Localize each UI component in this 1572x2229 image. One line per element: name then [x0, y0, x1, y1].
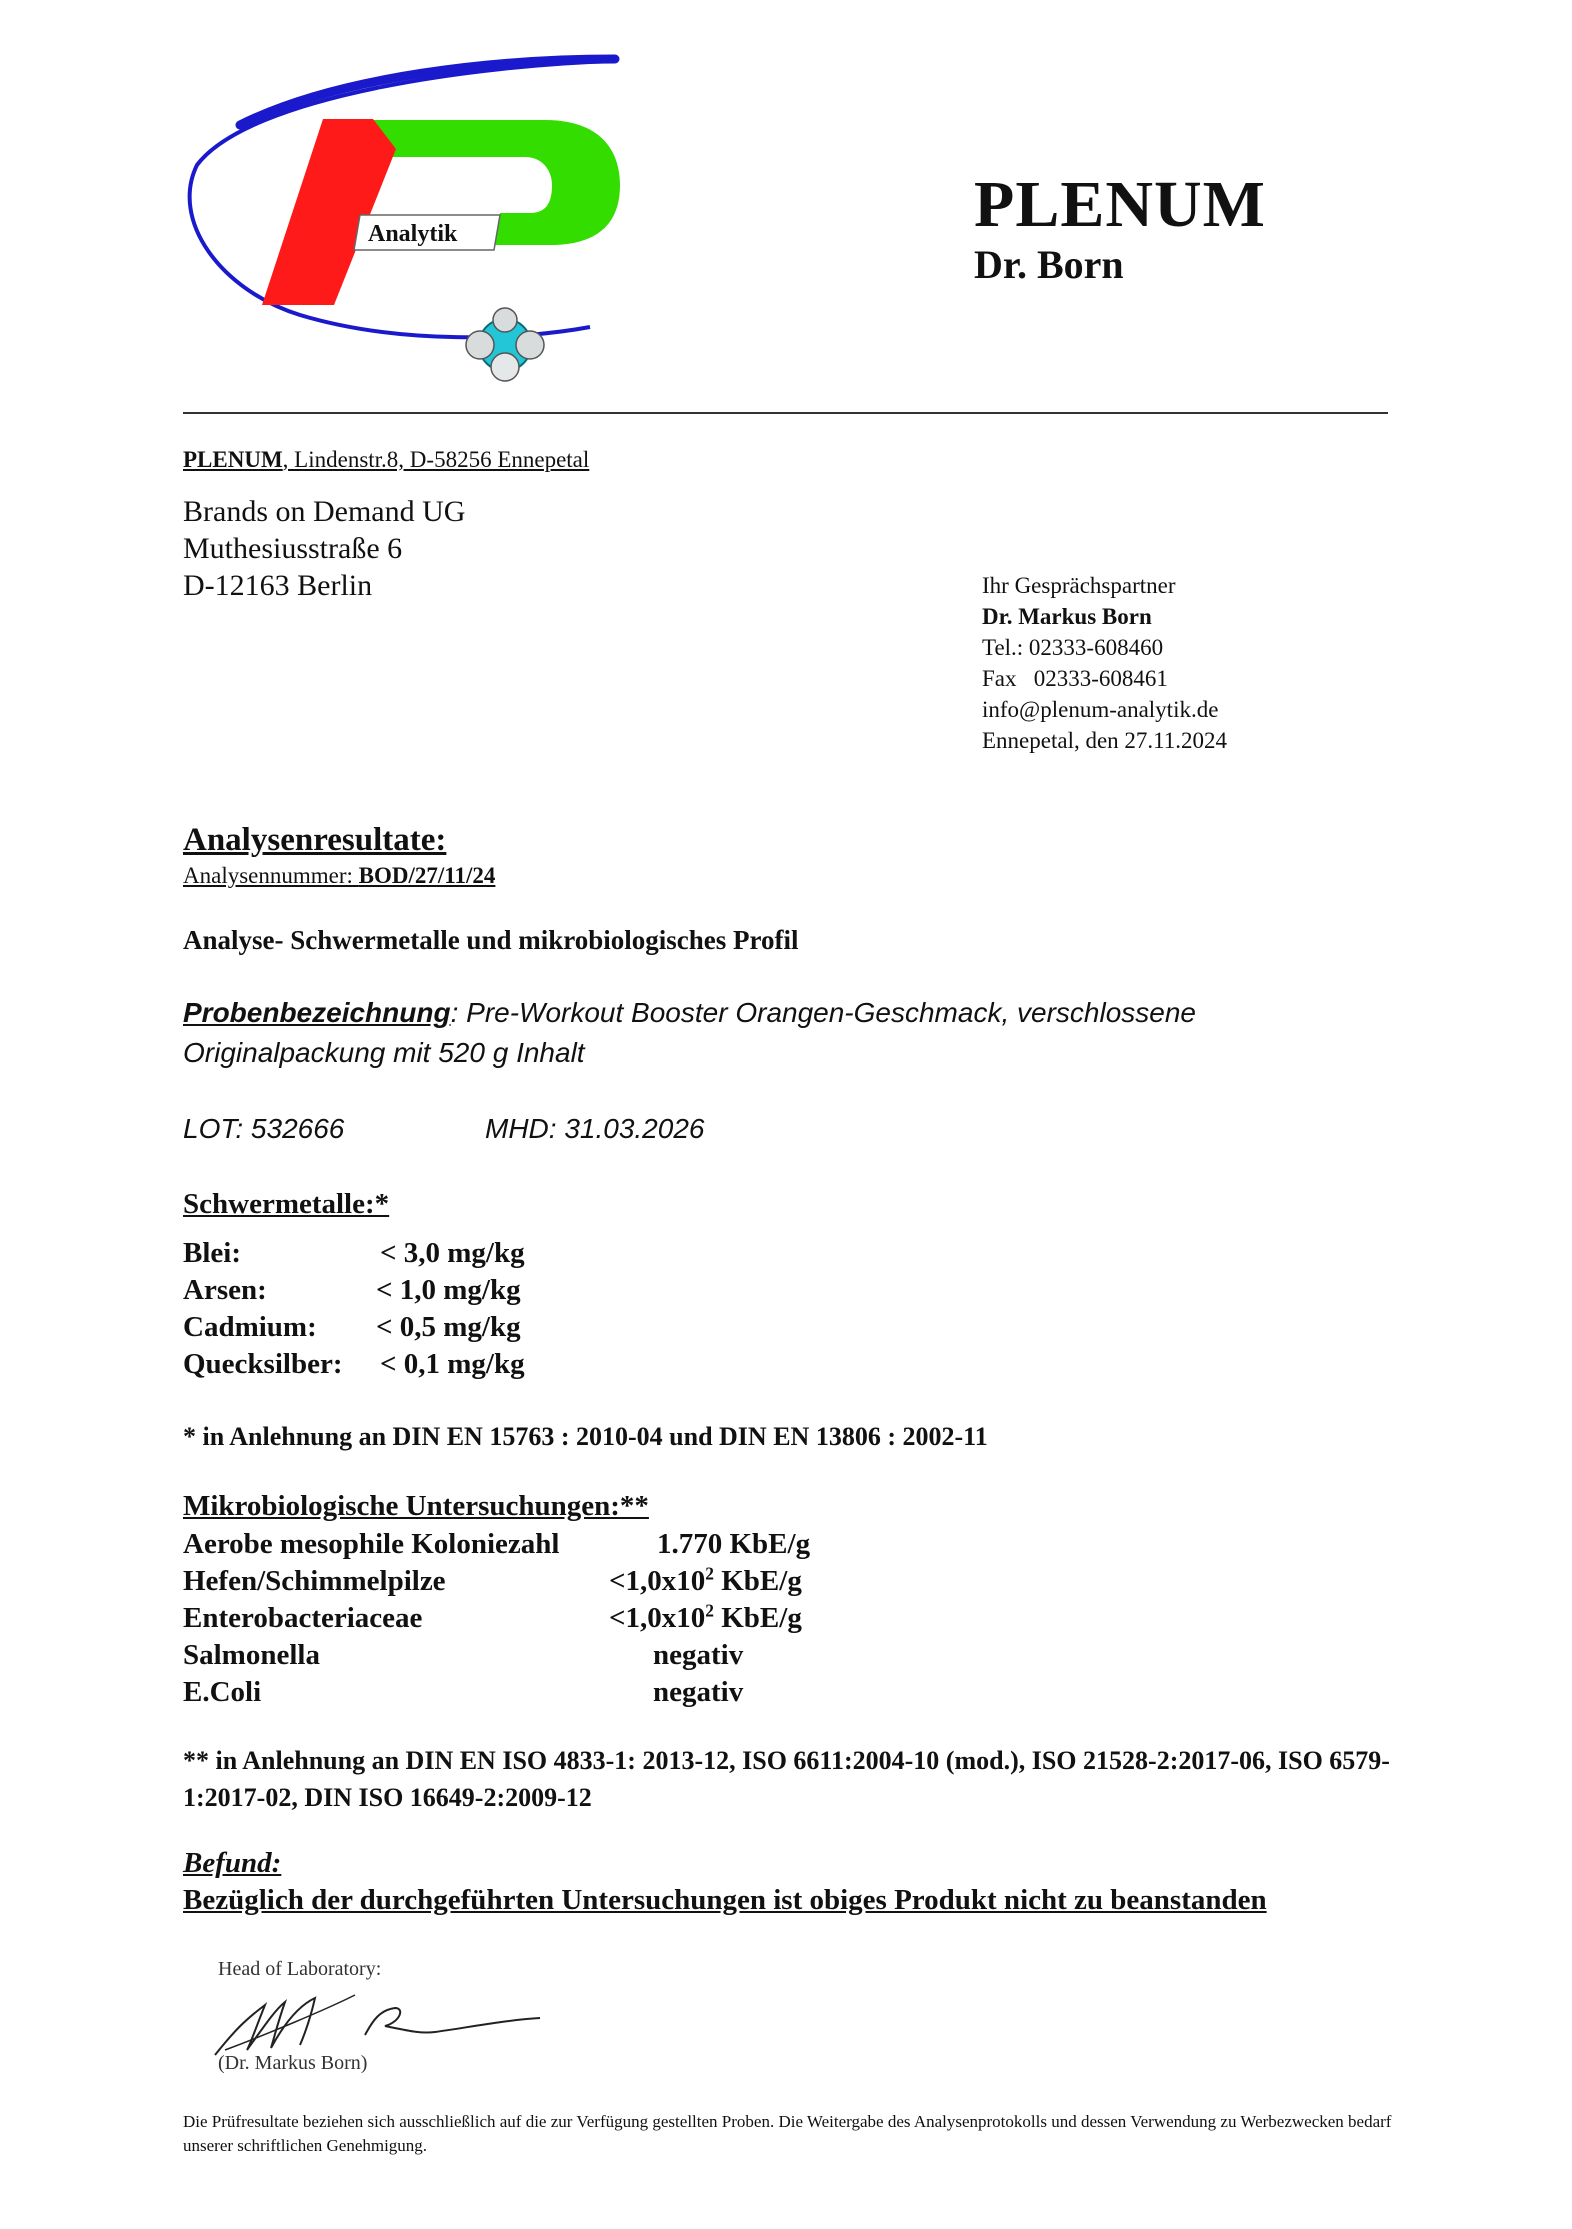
contact-tel: Tel.: 02333-608460	[982, 635, 1164, 660]
heavy-metal-value: < 0,5 mg/kg	[376, 1311, 521, 1343]
contact-fax: Fax 02333-608461	[982, 666, 1168, 691]
analysis-title: Analyse- Schwermetalle und mikrobiologisches Profil	[183, 925, 799, 955]
header-divider	[183, 412, 1388, 414]
microbiology-value: 1.770 KbE/g	[657, 1528, 811, 1560]
legal-disclaimer: Die Prüfresultate beziehen sich ausschließlich auf die zur Verfügung gestellten Proben. Die Weitergabe des Analysenprotokolls und dessen Verwendung zu Werbezwecken bedarf unserer schriftlichen Genehmigung.	[183, 2112, 1392, 2155]
contact-name: Dr. Markus Born	[982, 604, 1152, 629]
sender-name: PLENUM	[183, 447, 283, 472]
analysis-number-label: Analysennummer:	[183, 863, 359, 888]
contact-date: Ennepetal, den 27.11.2024	[982, 728, 1228, 753]
recipient-line-3: D-12163 Berlin	[183, 569, 373, 602]
microbiology-name: E.Coli	[183, 1676, 262, 1708]
recipient-address	[183, 493, 465, 604]
microbiology-name: Aerobe mesophile Koloniezahl	[183, 1528, 560, 1560]
sample-label: Probenbezeichnung	[183, 997, 451, 1028]
heavy-metals-note: * in Anlehnung an DIN EN 15763 : 2010-04 und DIN EN 13806 : 2002-11	[183, 1422, 988, 1451]
company-name: PLENUM	[974, 168, 1266, 241]
sender-address-line	[183, 447, 589, 473]
finding-label: Befund:	[183, 1847, 282, 1879]
recipient-line-1: Brands on Demand UG	[183, 495, 466, 528]
microbiology-value-base: <1,0x10	[609, 1565, 706, 1597]
signature-title: Head of Laboratory:	[218, 1958, 382, 1980]
logo-text: Analytik	[368, 221, 458, 247]
microbiology-value-unit: KbE/g	[713, 1565, 802, 1597]
microbiology-value-exponent: 2	[705, 1563, 714, 1584]
finding-text: Bezüglich der durchgeführten Untersuchungen ist obiges Produkt nicht zu beanstanden	[183, 1884, 1267, 1916]
heavy-metal-value: < 0,1 mg/kg	[380, 1348, 525, 1380]
analysis-number-line	[183, 863, 495, 889]
microbiology-value-exponent: 2	[705, 1600, 714, 1621]
contact-label: Ihr Gesprächspartner	[982, 573, 1176, 598]
sender-address: , Lindenstr.8, D-58256 Ennepetal	[282, 447, 590, 472]
results-heading: Analysenresultate:	[183, 822, 447, 858]
microbiology-name: Salmonella	[183, 1639, 320, 1671]
heavy-metal-value: < 1,0 mg/kg	[376, 1274, 521, 1306]
microbiology-note: ** in Anlehnung an DIN EN ISO 4833-1: 2013-12, ISO 6611:2004-10 (mod.), ISO 21528-2:2017-06, ISO 6579-1:2017-02, DIN ISO 16649-2:2009-12	[183, 1746, 1390, 1812]
contact-block	[982, 570, 1227, 756]
heavy-metal-name: Arsen:	[183, 1274, 267, 1306]
microbiology-value	[609, 1563, 802, 1600]
heavy-metal-name: Quecksilber:	[183, 1348, 343, 1380]
signature-name: (Dr. Markus Born)	[218, 2052, 368, 2074]
heavy-metals-heading: Schwermetalle:*	[183, 1188, 390, 1220]
best-before-date: MHD: 31.03.2026	[485, 1113, 705, 1144]
contact-email: info@plenum-analytik.de	[982, 697, 1219, 722]
logo-red-bar	[262, 119, 396, 305]
heavy-metal-value: < 3,0 mg/kg	[380, 1237, 525, 1269]
lot-number: LOT: 532666	[183, 1113, 345, 1144]
microbiology-value-unit: KbE/g	[713, 1602, 802, 1634]
microbiology-value-base: <1,0x10	[609, 1602, 706, 1634]
analysis-number: BOD/27/11/24	[358, 863, 496, 888]
microbiology-value: negativ	[653, 1676, 744, 1708]
company-subtitle: Dr. Born	[974, 242, 1124, 287]
sample-description	[183, 993, 1303, 1073]
heavy-metal-name: Blei:	[183, 1237, 241, 1269]
heavy-metal-name: Cadmium:	[183, 1311, 317, 1343]
recipient-line-2: Muthesiusstraße 6	[183, 532, 403, 565]
microbiology-heading: Mikrobiologische Untersuchungen:**	[183, 1490, 649, 1522]
molecule-icon	[466, 308, 544, 381]
microbiology-name: Hefen/Schimmelpilze	[183, 1565, 446, 1597]
microbiology-name: Enterobacteriaceae	[183, 1602, 423, 1634]
plenum-analytik-logo	[180, 45, 630, 390]
sample-text: : Pre-Workout Booster Orangen-Geschmack, verschlossene Originalpackung mit 520 g Inhalt	[183, 997, 1196, 1068]
microbiology-value	[609, 1600, 802, 1637]
microbiology-value: negativ	[653, 1639, 744, 1671]
